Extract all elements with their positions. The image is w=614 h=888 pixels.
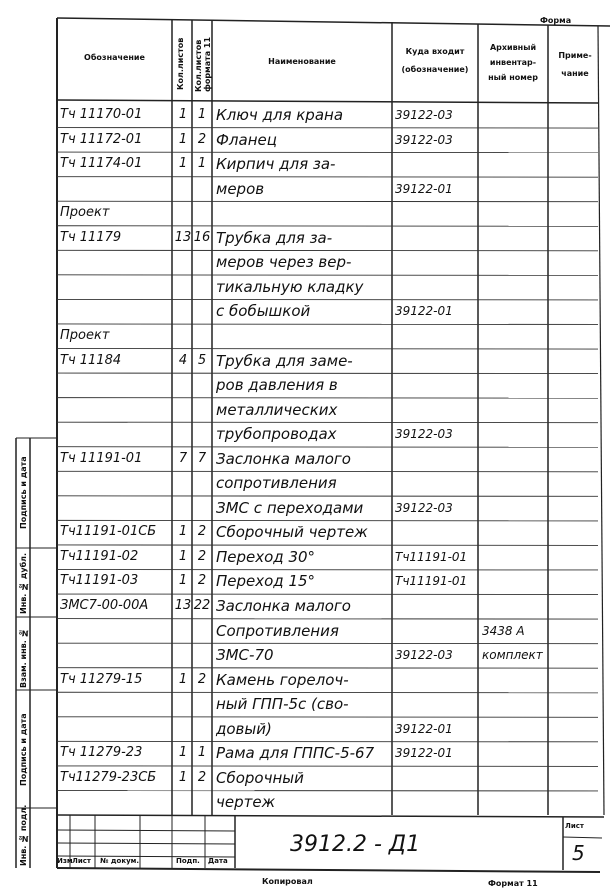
cell-format: 2 <box>197 524 207 540</box>
header-primechanie: Приме- чание <box>558 51 592 78</box>
cell-sheets: 1 <box>178 745 188 761</box>
tb-sheet-number: 5 <box>572 841 585 865</box>
cell-name: Ключ для крана <box>216 106 344 124</box>
cell-name: Сборочный <box>216 768 304 787</box>
cell-archive: комплект <box>482 648 543 663</box>
side-label-podpis-data-1: Подпись и дата <box>19 713 28 787</box>
cell-name: Сопротивления <box>216 621 339 640</box>
cell-format: 2 <box>197 769 207 785</box>
tb-podp: Подп. <box>176 857 200 865</box>
cell-format: 1 <box>197 107 207 122</box>
cell-sheets: 13 <box>174 229 192 245</box>
tb-sheet-label: Лист <box>565 822 584 830</box>
header-oboznachenie: Обозначение <box>84 53 145 62</box>
cell-name: Переход 30° <box>216 547 316 566</box>
cell-code: Тч11279-23СБ <box>60 769 157 785</box>
tb-data: Дата <box>208 857 228 865</box>
footer-kopiroval: Копировал <box>262 877 313 886</box>
cell-sheets: 13 <box>174 598 192 614</box>
cell-where: 39122-01 <box>395 721 453 736</box>
cell-code: Тч 11174-01 <box>60 156 143 172</box>
cell-name: с бобышкой <box>216 302 311 321</box>
cell-code: Тч 11170-01 <box>60 107 143 122</box>
cell-name: меров через вер- <box>216 253 352 272</box>
cell-code: Тч 11279-23 <box>60 745 143 761</box>
cell-where: 39122-03 <box>395 427 453 442</box>
cell-format: 22 <box>193 598 211 614</box>
cell-format: 16 <box>193 229 211 245</box>
cell-name: металлических <box>216 400 338 419</box>
cell-where: 39122-03 <box>395 108 453 122</box>
cell-sheets: 1 <box>178 107 188 122</box>
cell-code: Тч11191-02 <box>60 548 139 564</box>
cell-name: ЗМС с переходами <box>216 498 364 517</box>
header-kol-listov: Кол.листов <box>176 37 185 90</box>
header-naimenovanie: Наименование <box>268 57 336 66</box>
cell-sheets: 1 <box>178 524 188 540</box>
cell-where: 39122-01 <box>395 304 453 319</box>
cell-code: Проект <box>60 327 110 343</box>
cell-name: сопротивления <box>216 474 337 493</box>
cell-name: ЗМС-70 <box>216 646 274 665</box>
header-kuda-vhodit: Куда входит (обозначение) <box>401 47 469 74</box>
cell-format: 2 <box>197 131 207 147</box>
form-label: Форма <box>540 16 572 25</box>
cell-format: 2 <box>197 548 207 564</box>
cell-code: ЗМС7-00-00А <box>60 598 149 614</box>
tb-izm: Изм <box>57 857 73 865</box>
cell-name: Заслонка малого <box>216 449 351 468</box>
cell-code: Тч 11184 <box>60 352 122 368</box>
cell-code: Тч 11191-01 <box>60 450 143 466</box>
cell-name: Камень горелоч- <box>216 670 349 689</box>
side-label-inv-dubl: Инв. № дубл. <box>19 552 28 614</box>
side-label-inv-podl: Инв. № подл. <box>19 804 28 866</box>
cell-sheets: 4 <box>178 352 188 368</box>
cell-format: 1 <box>197 156 207 172</box>
cell-name: Трубка для за- <box>216 228 333 247</box>
side-label-vzam-inv: Взам. инв. № <box>19 628 28 688</box>
cell-name: чертеж <box>216 793 276 812</box>
cell-name: меров <box>216 179 265 198</box>
cell-where: 39122-01 <box>395 746 453 761</box>
cell-code: Тч11191-01СБ <box>60 524 157 540</box>
cell-name: Фланец <box>216 130 277 149</box>
cell-format: 1 <box>197 745 207 761</box>
cell-code: Тч 11172-01 <box>60 131 143 147</box>
cell-name: Сборочный чертеж <box>216 523 368 542</box>
cell-code: Тч 11179 <box>60 229 122 245</box>
side-label-podpis-data-2: Подпись и дата <box>19 456 28 530</box>
cell-sheets: 1 <box>178 769 188 785</box>
cell-code: Проект <box>60 205 110 221</box>
cell-where: Тч11191-01 <box>395 549 468 564</box>
cell-format: 2 <box>197 573 207 589</box>
header-kol-listov-formata: Кол.листов формата 11 <box>194 36 212 92</box>
cell-archive: 3438 А <box>482 623 525 638</box>
cell-name: тикальную кладку <box>216 277 364 296</box>
cell-code: Тч 11279-15 <box>60 671 143 687</box>
cell-name: Переход 15° <box>216 572 316 591</box>
cell-format: 7 <box>197 450 207 466</box>
cell-name: Рама для ГППС-5-67 <box>216 744 375 763</box>
cell-where: Тч11191-01 <box>395 574 468 589</box>
cell-format: 2 <box>197 671 207 687</box>
cell-where: 39122-03 <box>395 500 453 515</box>
cell-name: трубопроводах <box>216 425 337 444</box>
cell-where: 39122-01 <box>395 181 453 196</box>
cell-sheets: 1 <box>178 573 188 589</box>
cell-where: 39122-03 <box>395 132 453 147</box>
cell-name: ный ГПП-5с (сво- <box>216 695 349 714</box>
cell-sheets: 1 <box>178 671 188 687</box>
cell-sheets: 7 <box>178 450 188 466</box>
cell-sheets: 1 <box>178 548 188 564</box>
cell-format: 5 <box>197 352 207 368</box>
tb-no-dokum: № докум. <box>100 857 140 865</box>
cell-sheets: 1 <box>178 131 188 147</box>
tb-list: Лист <box>72 857 91 865</box>
cell-where: 39122-03 <box>395 648 453 663</box>
tb-designation: 3912.2 - Д1 <box>290 832 421 857</box>
cell-name: довый) <box>216 719 272 738</box>
cell-name: Трубка для заме- <box>216 351 353 370</box>
cell-name: Кирпич для за- <box>216 155 336 174</box>
cell-sheets: 1 <box>178 156 188 172</box>
cell-name: ров давления в <box>216 376 338 395</box>
cell-code: Тч11191-03 <box>60 573 139 589</box>
footer-format: Формат 11 <box>488 879 538 888</box>
header-arhivnyi: Архивный инвентар- ный номер <box>488 43 538 82</box>
cell-name: Заслонка малого <box>216 597 351 616</box>
